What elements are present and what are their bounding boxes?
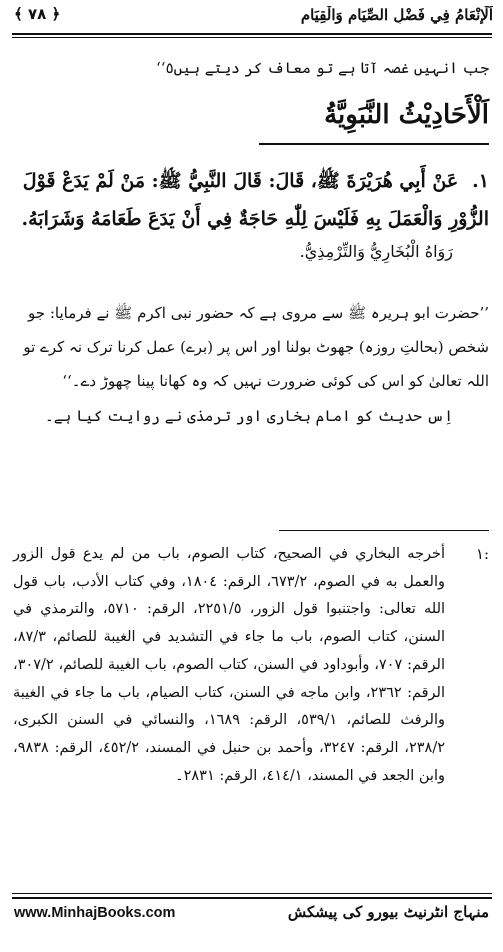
footer-credit: منہاج انٹرنیٹ بیورو کی پیشکش (287, 903, 489, 921)
hadith-source: رَوَاهُ الْبُخَارِيُّ وَالتِّرْمِذِيُّ. (299, 242, 453, 261)
intro-line: جب انہیں غصہ آتا ہے تو معاف کر دیتے ہیں٥‘‘ (156, 59, 489, 77)
hadith-arabic-text: عَنْ أَبِي هُرَيْرَةَ ﷺ، قَالَ: قَالَ النَّبِيُّ ﷺ: مَنْ لَمْ يَدَعْ قَوْلَ الزُّوْرِ وَالْعَمَلَ بِهِ فَلَيْسَ لِلّٰهِ حَاجَةٌ فِي أَنْ يَدَعَ طَعَامَهُ وَشَرَابَهُ. (21, 170, 489, 230)
page-number: ﴾ ۷۸ ﴿ (14, 5, 61, 23)
section-title-underline (259, 143, 489, 145)
hadith-number: ١. (472, 170, 489, 192)
header-rule-thin (12, 37, 492, 38)
section-title: اَلْأَحَادِيْثُ النَّبَوِيَّةُ (324, 100, 489, 130)
urdu-translation: ’’حضرت ابو ہریرہ ﷺ سے مروی ہے کہ حضور نبی اکرم ﷺ نے فرمایا: جو شخص (بحالتِ روزہ) جھوٹ بولنا اور اس پر (برے) عمل کرنا ترک نہ کرے تو اللہ تعالیٰ کو اس کی کوئی ضرورت نہیں کہ وہ کھانا پینا چھوڑ دے۔‘‘ (23, 304, 489, 390)
footnote-text: أخرجه البخاري في الصحيح، كتاب الصوم، باب من لم يدع قول الزور والعمل به في الصوم، ٦٧٣/٢، الرقم: ١٨٠٤، وفي كتاب الأدب، باب قول الله تعالى: واجتنبوا قول الزور، ٢٢٥١/٥، الرقم: ٥٧١٠، والترمذي في السنن، كتاب الصوم، باب ما جاء في التشديد في الغيبة للصائم، ٨٧/٣، الرقم: ٧٠٧، وأبوداود في السنن، كتاب الصوم، باب الغيبة للصائم، ٣٠٧/٢، الرقم: ٢٣٦٢، وابن ماجه في السنن، كتاب الصيام، باب ما جاء في الغيبة والرفث للصائم، ٥٣٩/١، الرقم: ١٦٨٩، والنسائي في السنن الكبرى، ٢٣٨/٢، الرقم: ٣٢٤٧، وأحمد بن حنبل في المسند، ٤٥٢/٢، الرقم: ٩٨٣٨، وابن الجعد في المسند، ٤١٤/١، الرقم: ٢٨٣١۔ (13, 546, 446, 784)
footer-website[interactable]: www.MinhajBooks.com (14, 905, 176, 921)
hadith-text-block (13, 162, 489, 238)
footnote-separator (279, 530, 489, 531)
attribution-line: اِس حدیث کو امام بخاری اور ترمذی نے روایت کیا ہے۔ (44, 407, 453, 425)
footer-rule-thin (12, 893, 492, 894)
footnote-number: :١ (475, 545, 489, 563)
running-header-title: اَلْإِنْعَامُ فِي فَضْلِ الصِّيَامِ وَالْقِيَامِ (300, 6, 493, 24)
header-rule (12, 33, 492, 35)
footer-rule (12, 897, 492, 899)
